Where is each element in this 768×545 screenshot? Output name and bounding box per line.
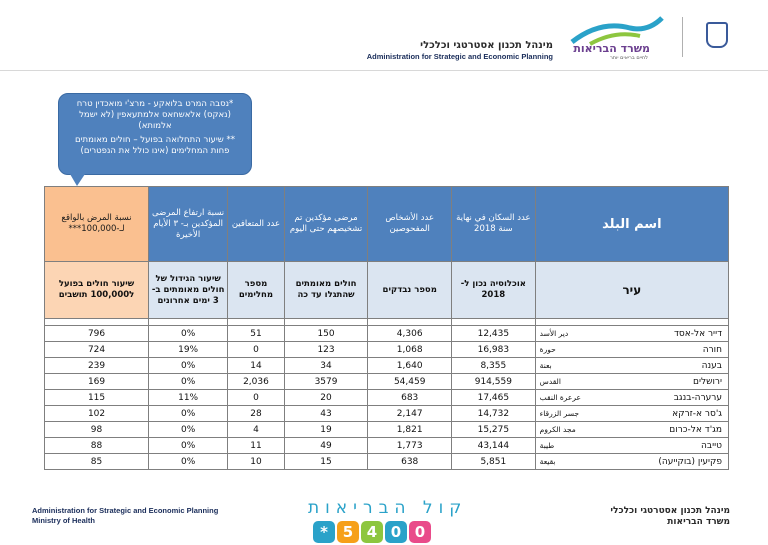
table-row bbox=[45, 342, 729, 358]
city-name-arabic: جسر الزرقاء bbox=[539, 408, 580, 418]
footer-org-hebrew: מינהל תכנון אסטרטגי וכלכלי bbox=[610, 506, 730, 516]
city-name-hebrew: חורה bbox=[702, 344, 722, 355]
hotline-digit: 4 bbox=[361, 521, 383, 543]
city-name-arabic: عرعرة النقب bbox=[539, 392, 582, 402]
header-org-english: Administration for Strategic and Economic Planning bbox=[366, 52, 553, 61]
header-separator bbox=[682, 17, 683, 57]
cell-population: 5,851 bbox=[452, 454, 536, 470]
table-row bbox=[45, 326, 729, 342]
cell-rate: 85 bbox=[45, 454, 149, 470]
cell-rate: 796 bbox=[45, 326, 149, 342]
cell-increase: 0% bbox=[149, 326, 228, 342]
table-row bbox=[45, 454, 729, 470]
city-name-hebrew: פקיעין (בוקייעה) bbox=[658, 456, 722, 467]
cell-recovered: 0 bbox=[228, 390, 285, 406]
header-row-hebrew bbox=[45, 262, 729, 319]
col-increase-ar: نسبة ارتفاع المرضى المؤكدين بـ- ٣ الأيام الأخيرة bbox=[149, 187, 228, 262]
cell-rate: 239 bbox=[45, 358, 149, 374]
city-name-hebrew: בענה bbox=[701, 360, 722, 371]
table-row bbox=[45, 390, 729, 406]
cell-confirmed: 34 bbox=[284, 358, 368, 374]
city-name-hebrew: מג'ד אל-כרום bbox=[669, 424, 722, 435]
footnote-callout bbox=[58, 93, 252, 175]
cell-tested: 4,306 bbox=[368, 326, 452, 342]
cell-city bbox=[535, 374, 728, 390]
col-city-ar: اسم البلد bbox=[535, 187, 728, 262]
col-population-he: אוכלוסיה נכון ל- 2018 bbox=[452, 262, 536, 319]
cell-confirmed: 19 bbox=[284, 422, 368, 438]
cell-rate: 98 bbox=[45, 422, 149, 438]
col-confirmed-ar: مرضى مؤكدين تم تشخيصهم حتى اليوم bbox=[284, 187, 368, 262]
hotline-digit: 5 bbox=[337, 521, 359, 543]
header-spacer bbox=[45, 319, 729, 326]
cell-rate: 115 bbox=[45, 390, 149, 406]
cell-tested: 1,068 bbox=[368, 342, 452, 358]
col-confirmed-he: חולים מאומתים שהתגלו עד כה bbox=[284, 262, 368, 319]
cell-increase: 0% bbox=[149, 374, 228, 390]
cell-city bbox=[535, 422, 728, 438]
ministry-logo-text: משרד הבריאות bbox=[573, 42, 650, 55]
cell-recovered: 0 bbox=[228, 342, 285, 358]
cell-population: 12,435 bbox=[452, 326, 536, 342]
cell-recovered: 11 bbox=[228, 438, 285, 454]
city-name-arabic: حورة bbox=[539, 344, 556, 354]
footer-ministry-english: Ministry of Health bbox=[32, 516, 95, 525]
callout-note-2: ** שיעור התחלואה בפועל – חולים מאומתים פחות המחלימים (אינו כולל את הנפטרים) bbox=[75, 135, 235, 156]
cell-recovered: 28 bbox=[228, 406, 285, 422]
footer-ministry-hebrew: משרד הבריאות bbox=[667, 517, 730, 527]
cell-city bbox=[535, 326, 728, 342]
header-divider bbox=[0, 70, 768, 71]
city-name-arabic: القدس bbox=[539, 376, 561, 386]
cell-city bbox=[535, 390, 728, 406]
cell-increase: 0% bbox=[149, 406, 228, 422]
table-row bbox=[45, 422, 729, 438]
header-org-hebrew: מינהל תכנון אסטרטגי וכלכלי bbox=[420, 40, 553, 51]
table-row bbox=[45, 406, 729, 422]
cell-tested: 1,640 bbox=[368, 358, 452, 374]
cell-tested: 1,773 bbox=[368, 438, 452, 454]
col-tested-ar: عدد الأشخاص المفحوصين bbox=[368, 187, 452, 262]
cell-population: 14,732 bbox=[452, 406, 536, 422]
city-name-arabic: بقيعة bbox=[539, 456, 556, 466]
cell-population: 16,983 bbox=[452, 342, 536, 358]
hotline-digit: 0 bbox=[385, 521, 407, 543]
city-name-arabic: طيبة bbox=[539, 440, 555, 450]
hotline-number bbox=[313, 521, 433, 545]
cell-recovered: 10 bbox=[228, 454, 285, 470]
cell-recovered: 51 bbox=[228, 326, 285, 342]
cell-rate: 724 bbox=[45, 342, 149, 358]
cell-confirmed: 3579 bbox=[284, 374, 368, 390]
cell-increase: 11% bbox=[149, 390, 228, 406]
cell-confirmed: 20 bbox=[284, 390, 368, 406]
cell-increase: 19% bbox=[149, 342, 228, 358]
cell-recovered: 4 bbox=[228, 422, 285, 438]
cell-recovered: 14 bbox=[228, 358, 285, 374]
cell-city bbox=[535, 358, 728, 374]
cell-increase: 0% bbox=[149, 358, 228, 374]
state-emblem-icon bbox=[706, 22, 728, 48]
footer-org-english: Administration for Strategic and Economic Planning bbox=[32, 506, 219, 515]
cell-city bbox=[535, 342, 728, 358]
col-city-he: עיר bbox=[535, 262, 728, 319]
cell-confirmed: 123 bbox=[284, 342, 368, 358]
col-rate-ar: نسبة المرض بالواقع لـ-100,000*** bbox=[45, 187, 149, 262]
cell-population: 43,144 bbox=[452, 438, 536, 454]
header-row-arabic bbox=[45, 187, 729, 262]
cell-population: 914,559 bbox=[452, 374, 536, 390]
city-name-arabic: دير الأسد bbox=[539, 328, 569, 338]
cell-tested: 683 bbox=[368, 390, 452, 406]
cell-tested: 1,821 bbox=[368, 422, 452, 438]
city-name-hebrew: ג'סר א-זרקא bbox=[672, 408, 722, 419]
cell-tested: 638 bbox=[368, 454, 452, 470]
cell-increase: 0% bbox=[149, 422, 228, 438]
col-tested-he: מספר נבדקים bbox=[368, 262, 452, 319]
col-recovered-ar: عدد المتعافين bbox=[228, 187, 285, 262]
cell-confirmed: 49 bbox=[284, 438, 368, 454]
col-increase-he: שיעור הגידול של חולים מאומתים ב- 3 ימים אחרונים bbox=[149, 262, 228, 319]
callout-note-1: *נסבה המרט בלואקע - מרצ'י מואכדין טרח (נאקס) אלאשחאס אלמתעאפין (לא ישמל אלמותא) bbox=[76, 99, 234, 131]
table-row bbox=[45, 374, 729, 390]
city-name-hebrew: דייר אל-אסד bbox=[673, 328, 722, 339]
cell-recovered: 2,036 bbox=[228, 374, 285, 390]
city-name-arabic: مجد الكروم bbox=[539, 424, 576, 434]
table-row bbox=[45, 358, 729, 374]
cell-rate: 88 bbox=[45, 438, 149, 454]
col-population-ar: عدد السكان في نهاية سنة 2018 bbox=[452, 187, 536, 262]
hotline-digit: 0 bbox=[409, 521, 431, 543]
cell-city bbox=[535, 454, 728, 470]
hotline-digit: * bbox=[313, 521, 335, 543]
cell-confirmed: 150 bbox=[284, 326, 368, 342]
cell-increase: 0% bbox=[149, 454, 228, 470]
col-rate-he: שיעור חולים בפועל ל100,000 תושבים bbox=[45, 262, 149, 319]
city-statistics-table bbox=[44, 186, 729, 470]
cell-rate: 102 bbox=[45, 406, 149, 422]
cell-confirmed: 15 bbox=[284, 454, 368, 470]
table-body bbox=[45, 326, 729, 470]
cell-confirmed: 43 bbox=[284, 406, 368, 422]
cell-tested: 54,459 bbox=[368, 374, 452, 390]
city-name-hebrew: ערערה-בנגב bbox=[673, 392, 722, 403]
hotline-label: קול הבריאות bbox=[308, 498, 468, 518]
cell-city bbox=[535, 406, 728, 422]
cell-increase: 0% bbox=[149, 438, 228, 454]
cell-population: 8,355 bbox=[452, 358, 536, 374]
city-name-arabic: بعنة bbox=[539, 360, 552, 370]
col-recovered-he: מספר מחלימים bbox=[228, 262, 285, 319]
callout-pointer bbox=[70, 174, 85, 186]
city-name-hebrew: ירושלים bbox=[692, 376, 722, 387]
city-name-hebrew: טייבה bbox=[701, 440, 722, 451]
cell-rate: 169 bbox=[45, 374, 149, 390]
cell-population: 17,465 bbox=[452, 390, 536, 406]
table-row bbox=[45, 438, 729, 454]
cell-tested: 2,147 bbox=[368, 406, 452, 422]
ministry-logo-subtext: לחיים בריאים יותר bbox=[609, 55, 648, 61]
cell-population: 15,275 bbox=[452, 422, 536, 438]
cell-city bbox=[535, 438, 728, 454]
